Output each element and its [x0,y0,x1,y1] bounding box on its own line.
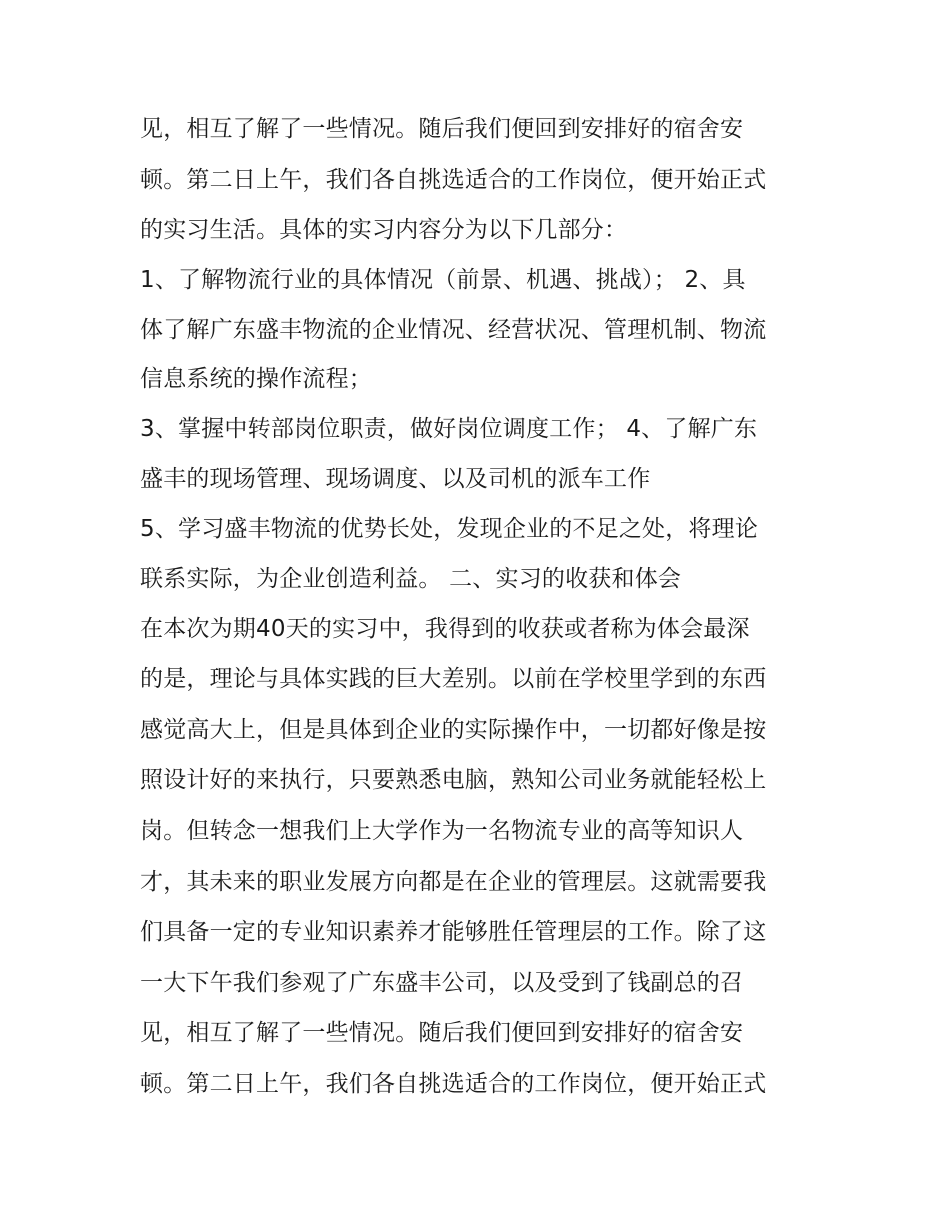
text-line: 联系实际，为企业创造利益。 二、实习的收获和体会 [140,565,682,592]
text-line: 照设计好的来执行，只要熟悉电脑，熟知公司业务就能轻松上 [140,767,767,794]
text-line: 顿。第二日上午，我们各自挑选适合的工作岗位，便开始正式 [140,166,767,193]
text-line: 见，相互了解了一些情况。随后我们便回到安排好的宿舍安 [140,1020,744,1047]
text-line: 顿。第二日上午，我们各自挑选适合的工作岗位，便开始正式 [140,1070,767,1097]
text-line: 岗。但转念一想我们上大学作为一名物流专业的高等知识人 [140,817,744,844]
text-line: 一大下午我们参观了广东盛丰公司，以及受到了钱副总的召 [140,969,744,996]
text-line: 信息系统的操作流程； [140,366,372,393]
text-line: 盛丰的现场管理、现场调度、以及司机的派车工作 [140,465,651,492]
text-line: 在本次为期40天的实习中，我得到的收获或者称为体会最深 [140,615,750,642]
text-line: 1、了解物流行业的具体情况（前景、机遇、挑战）； 2、具 [140,266,746,293]
text-line: 的是，理论与具体实践的巨大差别。以前在学校里学到的东西 [140,666,767,693]
text-line: 见，相互了解了一些情况。随后我们便回到安排好的宿舍安 [140,116,744,142]
text-line: 5、学习盛丰物流的优势长处，发现企业的不足之处，将理论 [140,515,759,542]
text-line: 的实习生活。具体的实习内容分为以下几部分： [140,217,628,244]
body-text [140,104,830,1110]
text-line: 才，其未来的职业发展方向都是在企业的管理层。这就需要我 [140,868,767,895]
text-line: 3、掌握中转部岗位职责，做好岗位调度工作； 4、了解广东 [140,416,758,443]
text-line: 感觉高大上，但是具体到企业的实际操作中，一切都好像是按 [140,716,767,743]
text-line: 体了解广东盛丰物流的企业情况、经营状况、管理机制、物流 [140,316,767,343]
text-line: 们具备一定的专业知识素养才能够胜任管理层的工作。除了这 [140,919,767,946]
